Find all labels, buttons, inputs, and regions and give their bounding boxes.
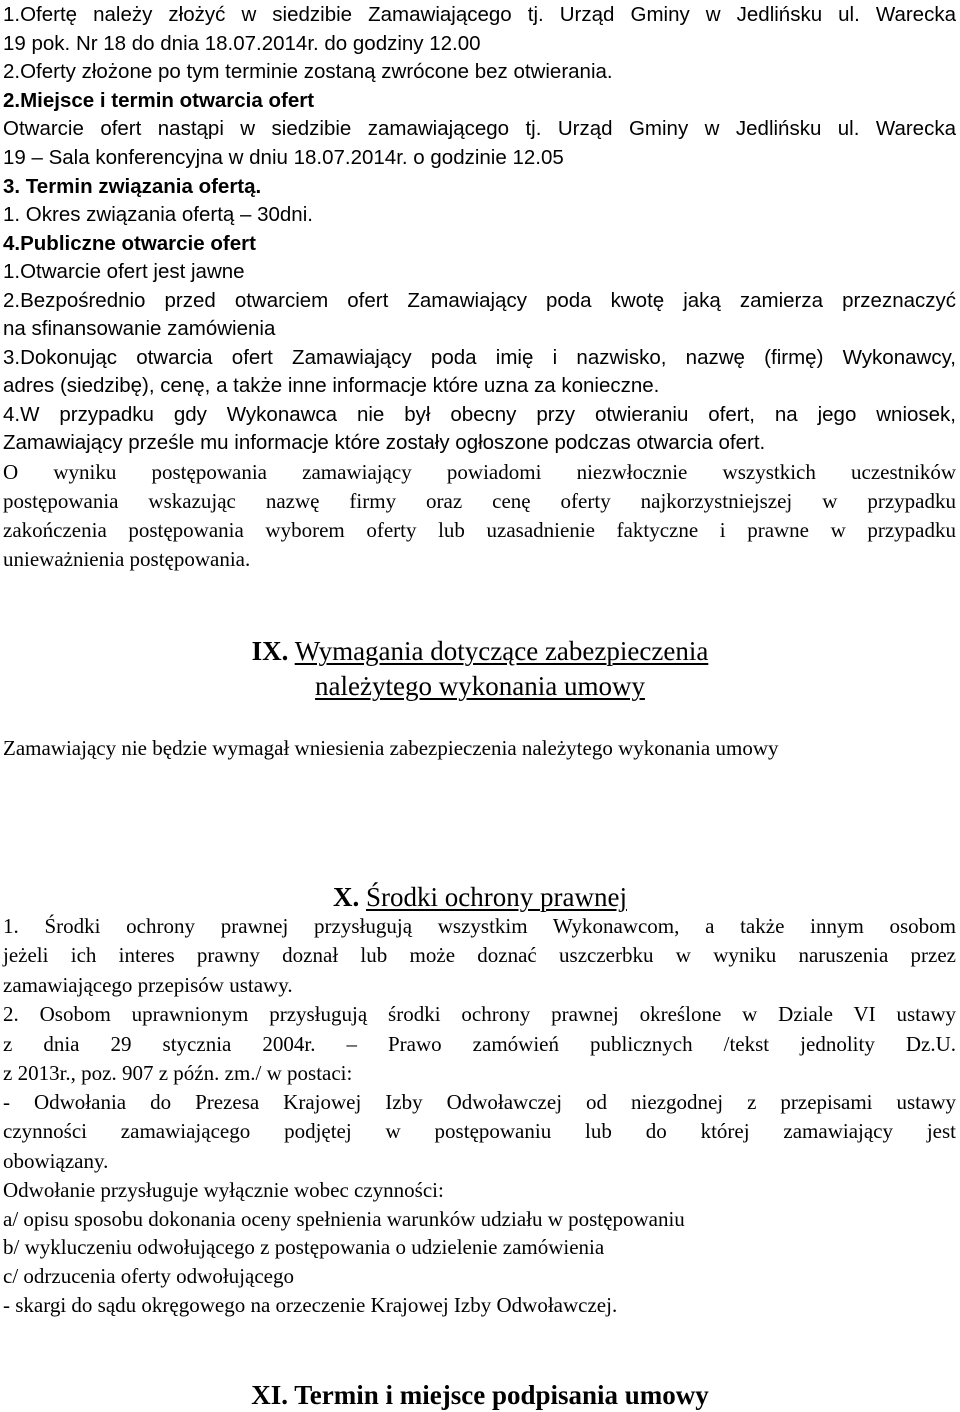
text-line: O wyniku postępowania zamawiający powiadomi niezwłocznie wszystkich uczestników	[3, 460, 956, 484]
section-ix-title-line1: Wymagania dotyczące zabezpieczenia	[294, 636, 709, 666]
text-line: postępowania wskazując nazwę firmy oraz cenę oferty najkorzystniejszej w przypadku	[3, 489, 956, 513]
text-line: - Odwołania do Prezesa Krajowej Izby Odwoławczej od niezgodnej z przepisami ustawy	[3, 1090, 956, 1114]
section-x-number: X.	[333, 882, 360, 912]
text-line: 2.Bezpośrednio przed otwarciem ofert Zamawiający poda kwotę jaką zamierza przeznaczyć	[3, 289, 956, 312]
text-line: obowiązany.	[3, 1149, 109, 1173]
subheading-binding: 3. Termin związania ofertą.	[3, 175, 262, 198]
text-line: Odwołanie przysługuje wyłącznie wobec czynności:	[3, 1178, 444, 1202]
text-line: zakończenia postępowania wyborem oferty lub uzasadnienie faktyczne i prawne w przypadku	[3, 518, 956, 542]
section-x-title: Środki ochrony prawnej	[366, 882, 627, 912]
text-line: 2.Oferty złożone po tym terminie zostaną zwrócone bez otwierania.	[3, 60, 613, 83]
text-line: 1.Ofertę należy złożyć w siedzibie Zamawiającego tj. Urząd Gminy w Jedlińsku ul. Warecka	[3, 3, 956, 26]
text-line: unieważnienia postępowania.	[3, 547, 251, 571]
text-line: z 2013r., poz. 907 z późn. zm./ w postaci:	[3, 1061, 353, 1085]
text-line: zamawiającego przepisów ustawy.	[3, 973, 293, 997]
section-ix-number: IX.	[251, 636, 289, 666]
text-line: 1.Otwarcie ofert jest jawne	[3, 260, 245, 283]
text-line: 4.W przypadku gdy Wykonawca nie był obecny przy otwieraniu ofert, na jego wniosek,	[3, 403, 956, 426]
section-x-heading	[0, 880, 960, 914]
text-line: - skargi do sądu okręgowego na orzeczenie Krajowej Izby Odwoławczej.	[3, 1293, 618, 1317]
text-line: adres (siedzibę), cenę, a także inne informacje które uzna za konieczne.	[3, 374, 660, 397]
text-line: z dnia 29 stycznia 2004r. – Prawo zamówień publicznych /tekst jednolity Dz.U.	[3, 1032, 956, 1056]
subheading-public-opening: 4.Publiczne otwarcie ofert	[3, 232, 256, 255]
text-line: czynności zamawiającego podjętej w postępowaniu lub do której zamawiający jest	[3, 1119, 956, 1143]
section-xi-heading: XI. Termin i miejsce podpisania umowy	[251, 1380, 709, 1410]
text-line: 1. Okres związania ofertą – 30dni.	[3, 203, 313, 226]
text-line: b/ wykluczeniu odwołującego z postępowania o udzielenie zamówienia	[3, 1235, 605, 1259]
section-ix-body: Zamawiający nie będzie wymagał wniesienia zabezpieczenia należytego wykonania umowy	[3, 736, 779, 760]
text-line: Zamawiający prześle mu informacje które zostały ogłoszone podczas otwarcia ofert.	[3, 431, 766, 454]
text-line: jeżeli ich interes prawny doznał lub może doznać uszczerbku w wyniku naruszenia przez	[3, 943, 956, 967]
section-ix-heading	[0, 634, 960, 668]
text-line: 1. Środki ochrony prawnej przysługują wszystkim Wykonawcom, a także innym osobom	[3, 914, 956, 938]
section-ix-heading-line2	[0, 669, 960, 703]
text-line: 19 pok. Nr 18 do dnia 18.07.2014r. do godziny 12.00	[3, 32, 481, 55]
text-line: a/ opisu sposobu dokonania oceny spełnienia warunków udziału w postępowaniu	[3, 1207, 685, 1231]
text-line: 2. Osobom uprawnionym przysługują środki ochrony prawnej określone w Dziale VI ustawy	[3, 1002, 956, 1026]
section-ix-title-line2: należytego wykonania umowy	[315, 671, 645, 701]
text-line: na sfinansowanie zamówienia	[3, 317, 276, 340]
text-line: Otwarcie ofert nastąpi w siedzibie zamawiającego tj. Urząd Gminy w Jedlińsku ul. Warecka	[3, 117, 956, 140]
text-line: 3.Dokonując otwarcia ofert Zamawiający poda imię i nazwisko, nazwę (firmę) Wykonawcy,	[3, 346, 956, 369]
subheading-opening: 2.Miejsce i termin otwarcia ofert	[3, 89, 315, 112]
text-line: c/ odrzucenia oferty odwołującego	[3, 1264, 294, 1288]
text-line: 19 – Sala konferencyjna w dniu 18.07.2014r. o godzinie 12.05	[3, 146, 564, 169]
